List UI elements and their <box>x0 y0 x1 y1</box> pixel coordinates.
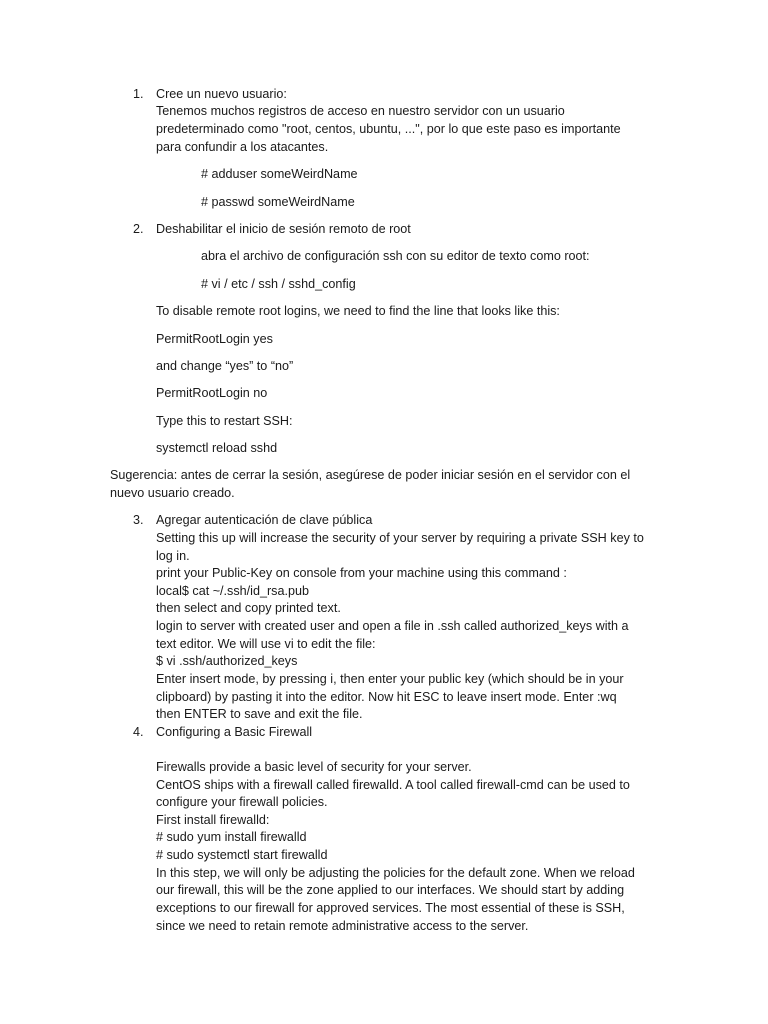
item-2-line: PermitRootLogin yes <box>156 332 273 346</box>
item-3-body-line: login to server with created user and open a file in .ssh called authorized_keys with a <box>156 619 629 633</box>
item-4-title: Configuring a Basic Firewall <box>156 725 313 739</box>
item-4-body-line: Firewalls provide a basic level of security for your server. <box>156 760 472 774</box>
item-4-body-line: our firewall, this will be the zone applied to our interfaces. We should start by adding <box>156 883 625 897</box>
item-3-body-line: log in. <box>156 549 190 563</box>
item-3-body-line: then ENTER to save and exit the file. <box>156 707 363 721</box>
item-3-title: Agregar autenticación de clave pública <box>156 513 373 527</box>
item-1-command: # passwd someWeirdName <box>201 195 355 209</box>
item-1-title: Cree un nuevo usuario: <box>156 87 287 101</box>
item-2-title: Deshabilitar el inicio de sesión remoto de root <box>156 222 411 236</box>
item-4-body-line: First install firewalld: <box>156 813 270 827</box>
item-2-number: 2. <box>133 222 144 236</box>
item-1-command: # adduser someWeirdName <box>201 167 358 181</box>
item-3-body-line: clipboard) by pasting it into the editor. Now hit ESC to leave insert mode. Enter :wq <box>156 690 617 704</box>
item-2-line: PermitRootLogin no <box>156 386 268 400</box>
suggestion-line: nuevo usuario creado. <box>110 486 235 500</box>
item-3-body-line: then select and copy printed text. <box>156 601 341 615</box>
item-2-line: and change “yes” to “no” <box>156 359 294 373</box>
item-3-body-line: text editor. We will use vi to edit the file: <box>156 637 376 651</box>
suggestion-line: Sugerencia: antes de cerrar la sesión, asegúrese de poder iniciar sesión en el servidor con el <box>110 468 631 482</box>
item-2-line: systemctl reload sshd <box>156 441 278 455</box>
item-4-body-line: In this step, we will only be adjusting the policies for the default zone. When we reload <box>156 866 635 880</box>
item-3-body-line: print your Public-Key on console from your machine using this command : <box>156 566 567 580</box>
item-1-number: 1. <box>133 87 144 101</box>
item-4-body-line: since we need to retain remote administrative access to the server. <box>156 919 529 933</box>
item-2-command: # vi / etc / ssh / sshd_config <box>201 277 356 291</box>
item-4-body-line: exceptions to our firewall for approved services. The most essential of these is SSH, <box>156 901 625 915</box>
item-2-line: Type this to restart SSH: <box>156 414 293 428</box>
item-4-number: 4. <box>133 725 144 739</box>
item-1-body-line: para confundir a los atacantes. <box>156 140 329 154</box>
item-4-body-line: configure your firewall policies. <box>156 795 328 809</box>
item-2-line: To disable remote root logins, we need to find the line that looks like this: <box>156 304 560 318</box>
item-3-body-line: Enter insert mode, by pressing i, then enter your public key (which should be in your <box>156 672 624 686</box>
item-3-body-line: $ vi .ssh/authorized_keys <box>156 654 298 668</box>
item-3-number: 3. <box>133 513 144 527</box>
item-2-indented-line: abra el archivo de configuración ssh con su editor de texto como root: <box>201 249 590 263</box>
item-4-body-line: CentOS ships with a firewall called firewalld. A tool called firewall-cmd can be used to <box>156 778 630 792</box>
item-4-body-line: # sudo yum install firewalld <box>156 830 307 844</box>
item-4-body-line: # sudo systemctl start firewalld <box>156 848 328 862</box>
item-3-body-line: local$ cat ~/.ssh/id_rsa.pub <box>156 584 309 598</box>
item-1-body-line: Tenemos muchos registros de acceso en nuestro servidor con un usuario <box>156 104 565 118</box>
item-3-body-line: Setting this up will increase the security of your server by requiring a private SSH key to <box>156 531 644 545</box>
item-1-body-line: predeterminado como "root, centos, ubuntu, ...", por lo que este paso es importante <box>156 122 621 136</box>
